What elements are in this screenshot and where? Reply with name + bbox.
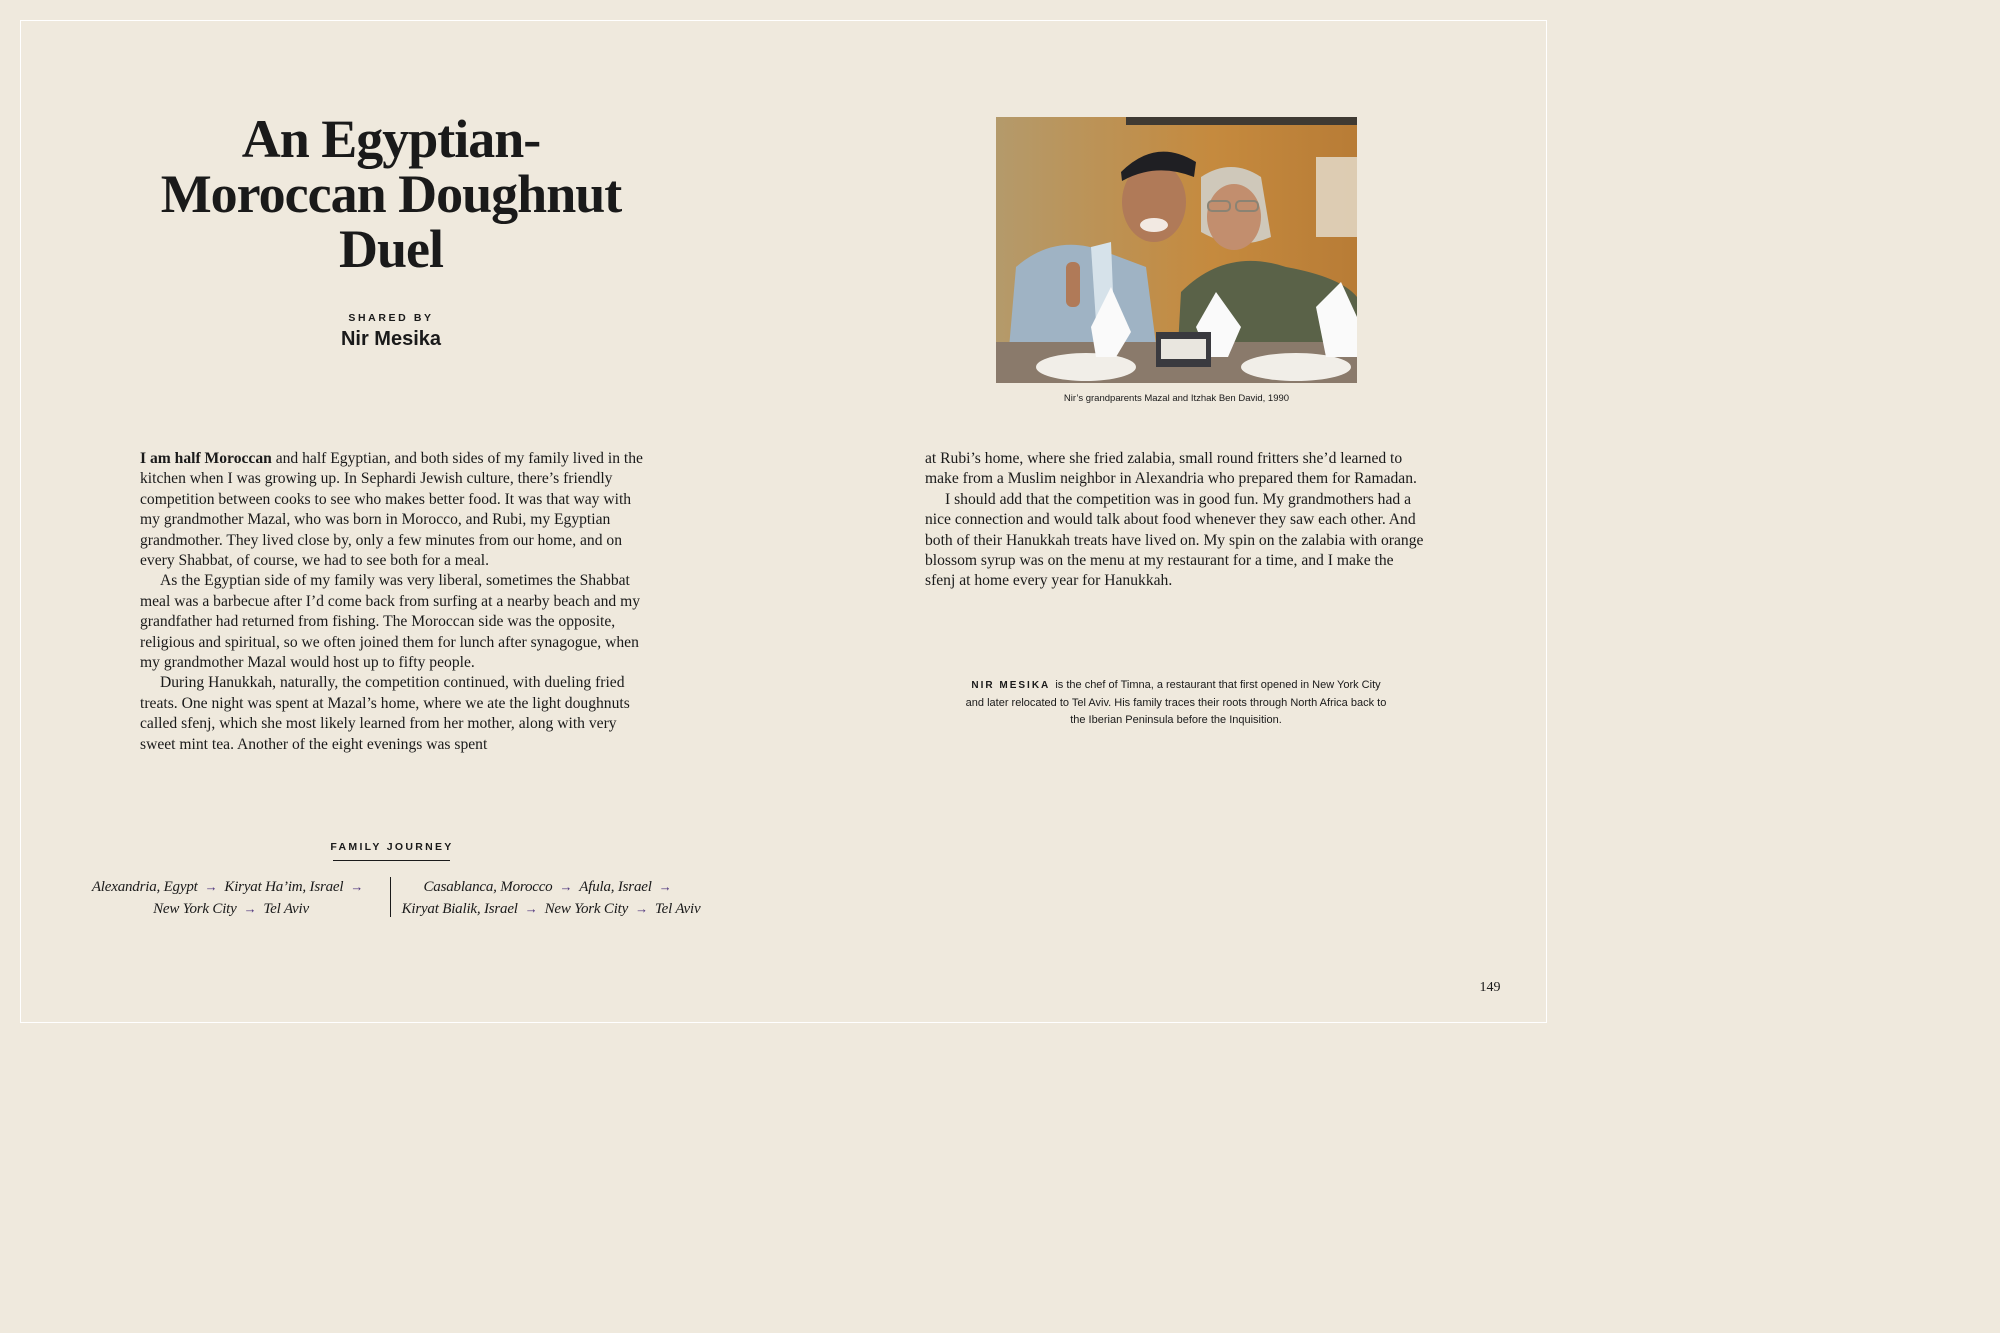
paragraph: at Rubi’s home, where she fried zalabia, small round fritters she’d learned to make from a Muslim neighbor in Alexandria who prepared them for Ramadan. xyxy=(925,450,1417,488)
author-bio xyxy=(965,677,1387,730)
family-journey-label: FAMILY JOURNEY xyxy=(330,841,454,853)
paragraph: I am half Moroccan and half Egyptian, and both sides of my family lived in the kitchen when I was growing up. In Sephardi Jewish culture, there’s friendly competition between cooks to see who makes better food. It was that way with my grandmother Mazal, who was born in Morocco, and Rubi, my Egyptian grandmother. They lived close by, only a few minutes from our home, and on every Shabbat, of course, we had to see both for a meal. xyxy=(140,450,643,570)
body-column-left xyxy=(140,449,646,755)
family-journey-rule xyxy=(333,860,450,861)
paragraph: As the Egyptian side of my family was very liberal, sometimes the Shabbat meal was a barbecue after I’d come back from surfing at a nearby beach and my grandfather had returned from fishing. The Moroccan side was the opposite, religious and spiritual, so we often joined them for lunch after synagogue, when my grandmother Mazal would host up to fifty people. xyxy=(140,572,641,672)
route-stop: Casablanca, Morocco xyxy=(423,879,553,895)
article-title: An Egyptian-Moroccan Doughnut Duel xyxy=(160,109,622,279)
arrow-icon: → xyxy=(243,901,257,916)
route-stop: Kiryat Ha’im, Israel xyxy=(224,879,344,895)
arrow-icon: → xyxy=(658,879,672,894)
photo-image xyxy=(996,117,1357,383)
shared-by-label: SHARED BY xyxy=(348,312,434,324)
route-divider xyxy=(390,877,391,917)
route-stop: Alexandria, Egypt xyxy=(91,879,198,895)
route-right xyxy=(394,876,708,920)
photo-caption: Nir’s grandparents Mazal and Itzhak Ben David, 1990 xyxy=(1063,393,1290,404)
arrow-icon: → xyxy=(204,879,218,894)
bio-name: NIR MESIKA xyxy=(971,680,1051,691)
arrow-icon: → xyxy=(559,879,573,894)
lead-in: I am half Moroccan xyxy=(140,450,272,467)
route-left xyxy=(80,876,382,920)
route-stop: Kiryat Bialik, Israel xyxy=(401,901,518,917)
body-column-right xyxy=(925,449,1425,592)
bio-text: is the chef of Timna, a restaurant that first opened in New York City and later relocated to Tel Aviv. His family traces their roots through North Africa back to the Iberian Peninsula before the Inquisition. xyxy=(965,679,1387,726)
route-stop: New York City xyxy=(153,901,237,917)
route-stop: Afula, Israel xyxy=(579,879,652,895)
paragraph: I should add that the competition was in good fun. My grandmothers had a nice connection and would talk about food whenever they saw each other. And both of their Hanukkah treats have lived on. My spin on the zalabia with orange blossom syrup was on the menu at my restaurant for a time, and I make the sfenj at home every year for Hanukkah. xyxy=(925,490,1424,590)
route-stop: Tel Aviv xyxy=(654,901,701,917)
arrow-icon: → xyxy=(524,901,538,916)
page-number: 149 xyxy=(1479,980,1501,995)
paragraph: During Hanukkah, naturally, the competition continued, with dueling fried treats. One night was spent at Mazal’s home, where we ate the light doughnuts called sfenj, which she most likely learned from her mother, along with very sweet mint tea. Another of the eight evenings was spent xyxy=(140,674,630,753)
grandparents-photo xyxy=(996,117,1357,383)
arrow-icon: → xyxy=(635,901,648,916)
route-stop: Tel Aviv xyxy=(263,901,309,917)
arrow-icon: → xyxy=(350,879,364,894)
author-name: Nir Mesika xyxy=(340,328,442,350)
route-stop: New York City xyxy=(544,901,629,917)
